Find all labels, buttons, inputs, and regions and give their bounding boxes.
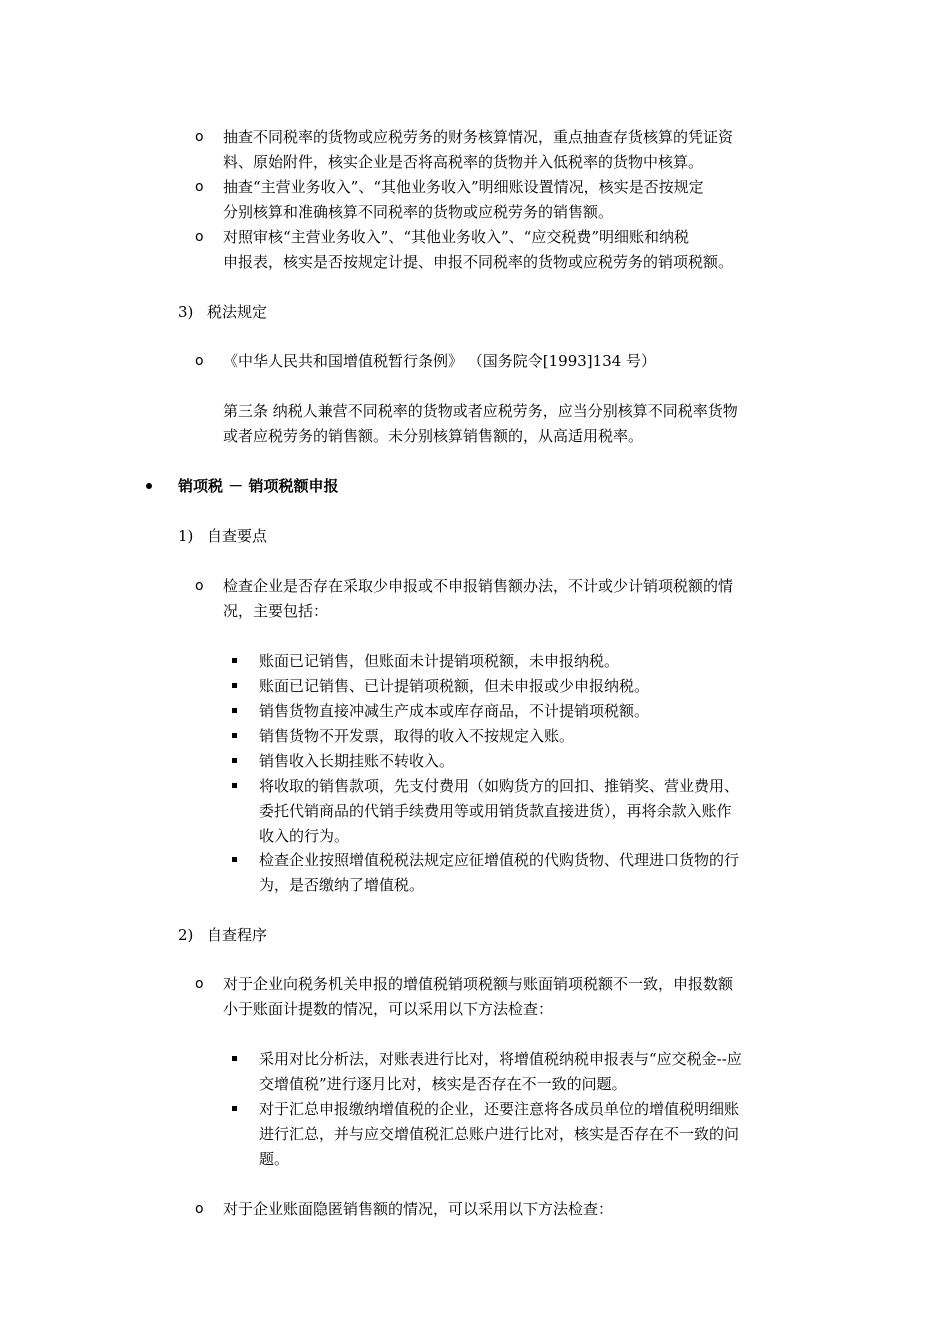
list-item-line: 账面已记销售、已计提销项税额，但未申报或少申报纳税。 [259, 677, 650, 695]
dot-bullet-icon [146, 483, 152, 489]
list-item-line: 交增值税”进行逐月比对，核实是否存在不一致的问题。 [259, 1075, 627, 1093]
list-item-line: 抽查“主营业务收入”、“其他业务收入”明细账设置情况，核实是否按规定 [223, 178, 704, 196]
circle-bullet-icon: o [195, 1201, 204, 1217]
circle-bullet-icon: o [195, 179, 204, 195]
section-heading: 税法规定 [207, 303, 268, 321]
list-item-line: 对于企业账面隐匿销售额的情况，可以采用以下方法检查： [223, 1200, 614, 1218]
list-item-line: 收入的行为。 [259, 827, 350, 845]
list-number: 3) [178, 303, 194, 321]
square-bullet-icon [232, 683, 237, 688]
circle-bullet-icon: o [195, 129, 204, 145]
list-item-line: 题。 [259, 1150, 290, 1168]
law-text-line: 第三条 纳税人兼营不同税率的货物或者应税劳务，应当分别核算不同税率货物 [223, 402, 738, 420]
square-bullet-icon [232, 1106, 237, 1111]
law-citation: 《中华人民共和国增值税暂行条例》 （国务院令[1993]134 号） [223, 352, 657, 370]
list-item-line: 况，主要包括： [223, 602, 329, 620]
list-item-line: 进行汇总，并与应交增值税汇总账户进行比对，核实是否存在不一致的问 [259, 1125, 740, 1143]
list-item-line: 销售货物不开发票，取得的收入不按规定入账。 [259, 727, 575, 745]
square-bullet-icon [232, 758, 237, 763]
list-item-line: 小于账面计提数的情况，可以采用以下方法检查： [223, 1000, 554, 1018]
list-item-line: 抽查不同税率的货物或应税劳务的财务核算情况，重点抽查存货核算的凭证资 [223, 128, 734, 146]
list-item-line: 申报表，核实是否按规定计提、申报不同税率的货物或应税劳务的销项税额。 [223, 253, 734, 271]
list-item-line: 检查企业是否存在采取少申报或不申报销售额办法，不计或少计销项税额的情 [223, 577, 734, 595]
list-item-line: 对照审核“主营业务收入”、“其他业务收入”、“应交税费”明细账和纳税 [223, 228, 690, 246]
list-item-line: 对于企业向税务机关申报的增值税销项税额与账面销项税额不一致，申报数额 [223, 975, 734, 993]
list-item-line: 为，是否缴纳了增值税。 [259, 876, 425, 894]
list-item-line: 检查企业按照增值税税法规定应征增值税的代购货物、代理进口货物的行 [259, 851, 740, 869]
square-bullet-icon [232, 733, 237, 738]
square-bullet-icon [232, 658, 237, 663]
square-bullet-icon [232, 1056, 237, 1061]
list-item-line: 对于汇总申报缴纳增值税的企业，还要注意将各成员单位的增值税明细账 [259, 1100, 740, 1118]
circle-bullet-icon: o [195, 229, 204, 245]
square-bullet-icon [232, 857, 237, 862]
list-item-line: 分别核算和准确核算不同税率的货物或应税劳务的销售额。 [223, 203, 614, 221]
square-bullet-icon [232, 708, 237, 713]
circle-bullet-icon: o [195, 578, 204, 594]
list-item-line: 将收取的销售款项，先支付费用（如购货方的回扣、推销奖、营业费用、 [259, 777, 740, 795]
list-item-line: 委托代销商品的代销手续费用等或用销货款直接进货），再将余款入账作 [259, 802, 732, 820]
list-number: 2) [178, 926, 194, 944]
list-item-line: 账面已记销售，但账面未计提销项税额，未申报纳税。 [259, 652, 620, 670]
law-text-line: 或者应税劳务的销售额。未分别核算销售额的，从高适用税率。 [223, 427, 644, 445]
list-item-line: 采用对比分析法，对账表进行比对，将增值税纳税申报表与“应交税金--应 [259, 1050, 742, 1068]
circle-bullet-icon: o [195, 976, 204, 992]
list-item-line: 销售收入长期挂账不转收入。 [259, 752, 455, 770]
circle-bullet-icon: o [195, 353, 204, 369]
square-bullet-icon [232, 783, 237, 788]
list-number: 1) [178, 527, 194, 545]
list-item-line: 销售货物直接冲减生产成本或库存商品，不计提销项税额。 [259, 702, 650, 720]
section-heading: 自查要点 [207, 527, 268, 545]
section-heading: 自查程序 [207, 926, 268, 944]
main-heading: 销项税 － 销项税额申报 [178, 477, 339, 495]
list-item-line: 料、原始附件，核实企业是否将高税率的货物并入低税率的货物中核算。 [223, 153, 704, 171]
